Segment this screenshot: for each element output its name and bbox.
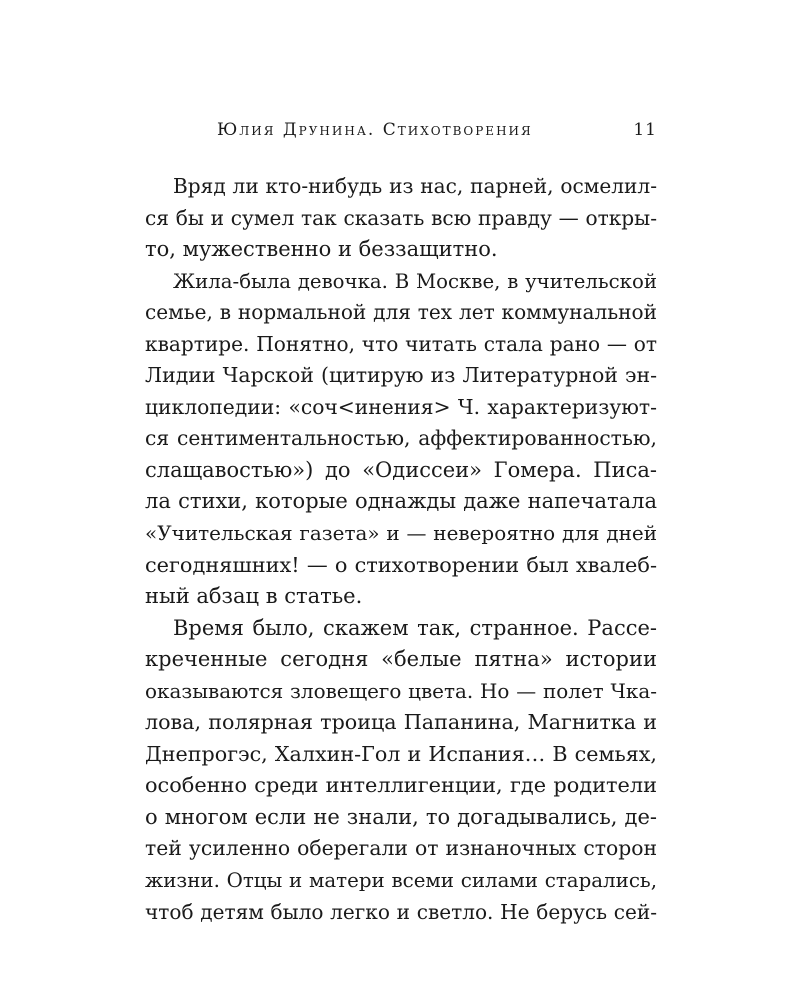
text-line: креченные сегодня «белые пятна» истории xyxy=(145,647,657,672)
text-line: ла стихи, которые однажды даже напечатала xyxy=(145,489,657,514)
text-line: слащавостью») до «Одиссеи» Гомера. Писа- xyxy=(145,457,657,482)
page-number: 11 xyxy=(633,120,657,140)
text-line: тей усиленно оберегали от изнаночных сторон xyxy=(145,836,657,861)
text-line: Днепрогэс, Халхин-Гол и Испания… В семьях, xyxy=(145,741,657,766)
text-line: ный абзац в статье. xyxy=(145,584,363,609)
text-line: циклопедии: «соч<инения> Ч. характеризуют- xyxy=(145,394,657,419)
text-line: Жила-была девочка. В Москве, в учительской xyxy=(173,269,657,293)
text-line: Лидии Чарской (цитирую из Литературной эн- xyxy=(145,363,657,388)
text-line: сегодняшних! — о стихотворении был хвалеб- xyxy=(145,552,657,577)
text-line: Время было, скажем так, странное. Рассе- xyxy=(173,615,657,640)
text-line: лова, полярная троица Папанина, Магнитка и xyxy=(145,710,657,735)
text-line: Вряд ли кто-нибудь из нас, парней, осмелил- xyxy=(173,174,657,198)
text-line: жизни. Отцы и матери всеми силами старались, xyxy=(145,869,657,893)
running-head-title: Юлия Друнина. Стихотворения xyxy=(217,120,533,140)
text-line: чтоб детям было легко и светло. Не берусь сей- xyxy=(145,899,657,924)
text-line: квартире. Понятно, что читать стала рано — от xyxy=(145,331,657,356)
text-line: особенно среди интеллигенции, где родители xyxy=(145,773,657,798)
body-text xyxy=(145,171,657,928)
text-line: оказываются зловещего цвета. Но — полет Чка- xyxy=(145,679,657,703)
text-line: «Учительская газета» и — невероятно для дней xyxy=(145,521,657,546)
text-line: ся сентиментальностью, аффектированностью, xyxy=(145,426,657,451)
running-head xyxy=(145,120,657,144)
text-line: семье, в нормальной для тех лет коммунальной xyxy=(145,300,657,325)
text-line: ся бы и сумел так сказать всю правду — откры- xyxy=(145,205,657,230)
text-line: о многом если не знали, то догадывались, де- xyxy=(145,804,657,829)
text-line: то, мужественно и беззащитно. xyxy=(145,237,498,262)
